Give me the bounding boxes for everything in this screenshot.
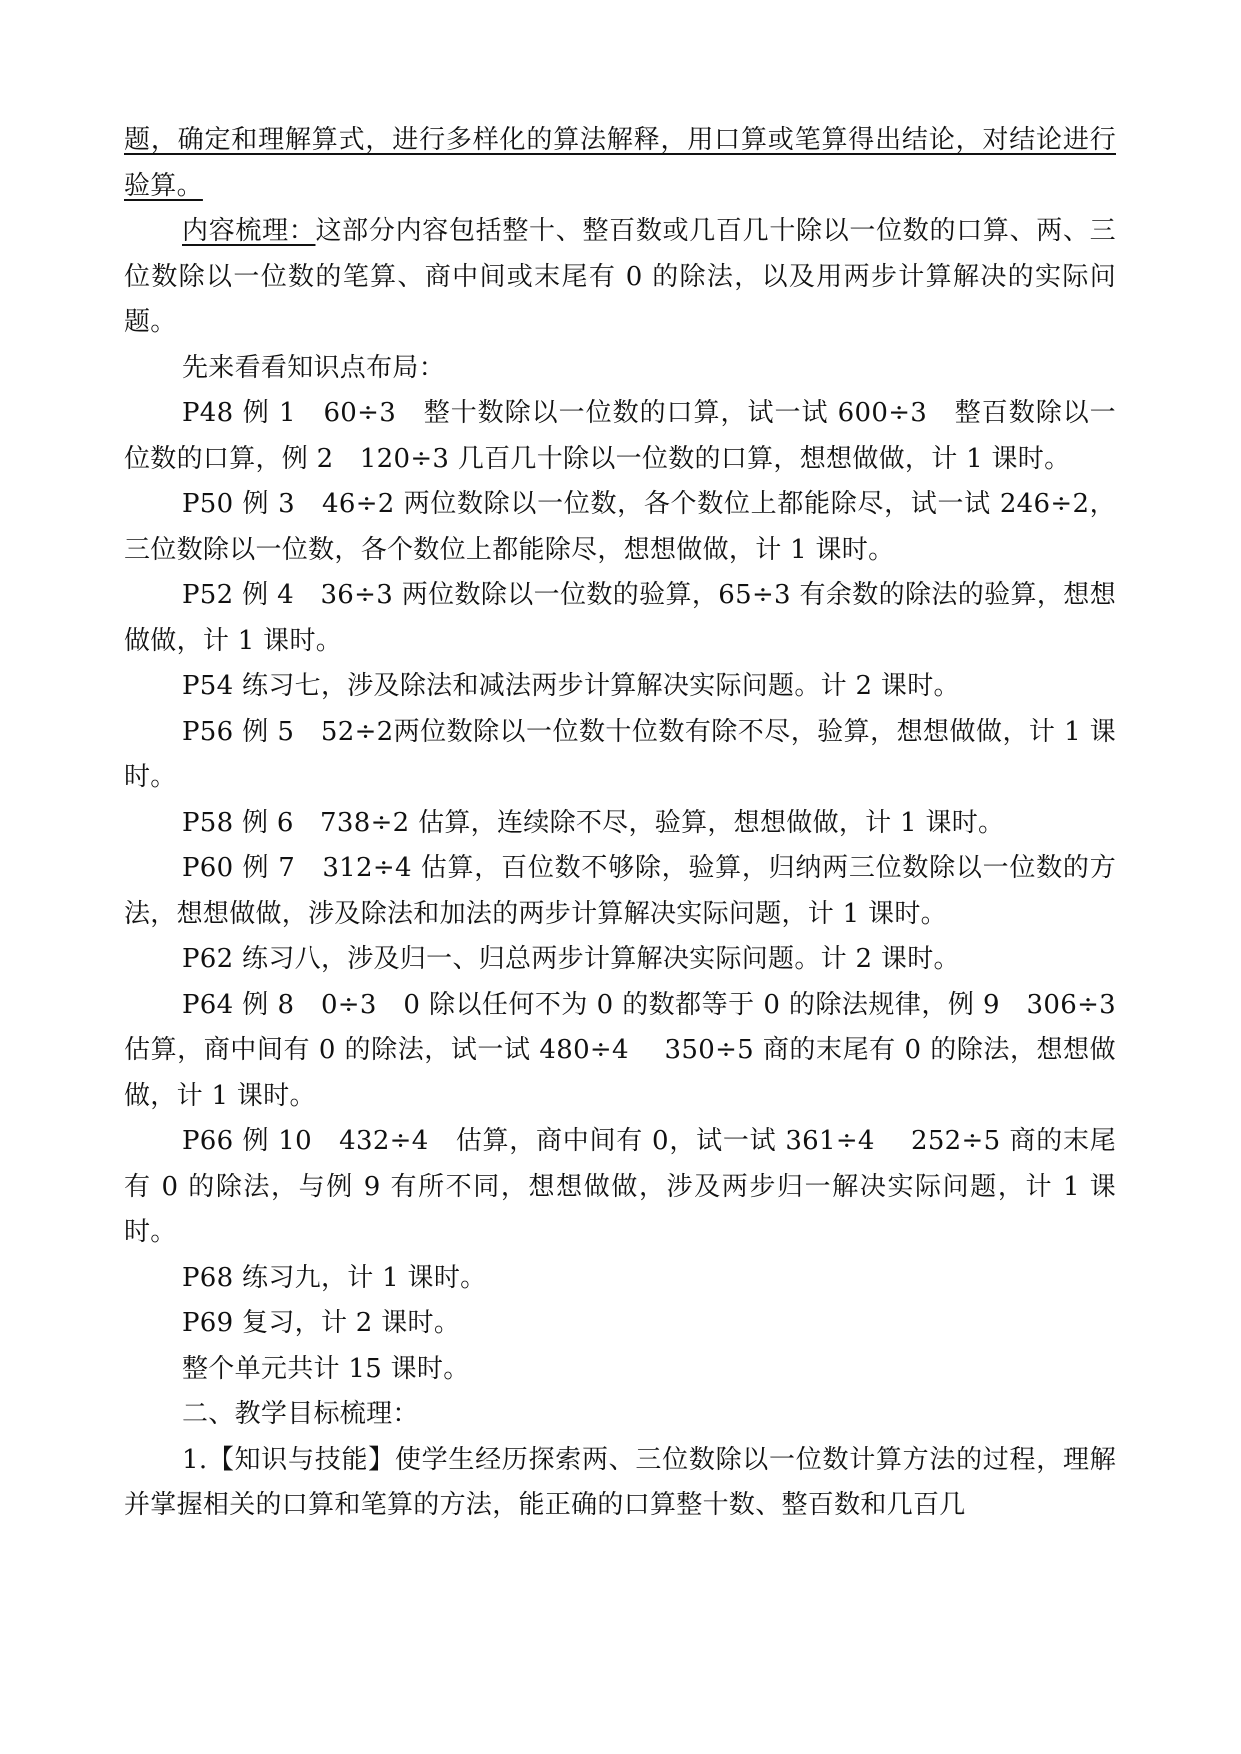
intro-paragraph (124, 118, 1116, 209)
lesson-p62: P62 练习八，涉及归一、归总两步计算解决实际问题。计 2 课时。 (182, 944, 960, 974)
lesson-p64: P64 例 8 0÷3 0 除以任何不为 0 的数都等于 0 的除法规律，例 9 306÷3 估算，商中间有 0 的除法，试一试 480÷4 350÷5 商的末尾有 0 的除法，想想做做，计 1 课时。 (124, 989, 1116, 1111)
lesson-p50: P50 例 3 46÷2 两位数除以一位数，各个数位上都能除尽，试一试 246÷2，三位数除以一位数，各个数位上都能除尽，想想做做，计 1 课时。 (124, 489, 1116, 565)
section-heading: 二、教学目标梳理： (182, 1399, 419, 1429)
lesson-p54: P54 练习七，涉及除法和减法两步计算解决实际问题。计 2 课时。 (182, 671, 960, 701)
content-overview-paragraph (124, 209, 1116, 346)
lesson-p56: P56 例 5 52÷2两位数除以一位数十位数有除不尽，验算，想想做做，计 1 课时。 (124, 716, 1116, 792)
intro-underlined-text: 题，确定和理解算式，进行多样化的算法解释，用口算或笔算得出结论，对结论进行验算。 (124, 125, 1116, 201)
lesson-p58: P58 例 6 738÷2 估算，连续除不尽，验算，想想做做，计 1 课时。 (182, 807, 1005, 838)
lesson-p69: P69 复习，计 2 课时。 (182, 1308, 461, 1338)
layout-intro: 先来看看知识点布局： (182, 352, 446, 383)
document-page (124, 118, 1116, 1529)
lesson-p68: P68 练习九，计 1 课时。 (182, 1262, 487, 1293)
content-text: 这部分内容包括整十、整百数或几百几十除以一位数的口算、两、三位数除以一位数的笔算、商中间或末尾有 0 的除法，以及用两步计算解决的实际问题。 (124, 216, 1116, 337)
objective-1: 1.【知识与技能】使学生经历探索两、三位数除以一位数计算方法的过程，理解并掌握相关的口算和笔算的方法，能正确的口算整十数、整百数和几百几 (124, 1444, 1116, 1520)
lesson-p66: P66 例 10 432÷4 估算，商中间有 0，试一试 361÷4 252÷5 商的末尾有 0 的除法，与例 9 有所不同，想想做做，涉及两步归一解决实际问题，计 1 课时。 (124, 1126, 1116, 1247)
lesson-p48: P48 例 1 60÷3 整十数除以一位数的口算，试一试 600÷3 整百数除以一位数的口算，例 2 120÷3 几百几十除以一位数的口算，想想做做，计 1 课时。 (124, 398, 1116, 474)
lesson-p52: P52 例 4 36÷3 两位数除以一位数的验算，65÷3 有余数的除法的验算，想想做做，计 1 课时。 (124, 580, 1116, 656)
unit-total: 整个单元共计 15 课时。 (182, 1353, 470, 1384)
content-label: 内容梳理： (182, 216, 316, 246)
lesson-p60: P60 例 7 312÷4 估算，百位数不够除，验算，归纳两三位数除以一位数的方法，想想做做，涉及除法和加法的两步计算解决实际问题，计 1 课时。 (124, 853, 1116, 929)
